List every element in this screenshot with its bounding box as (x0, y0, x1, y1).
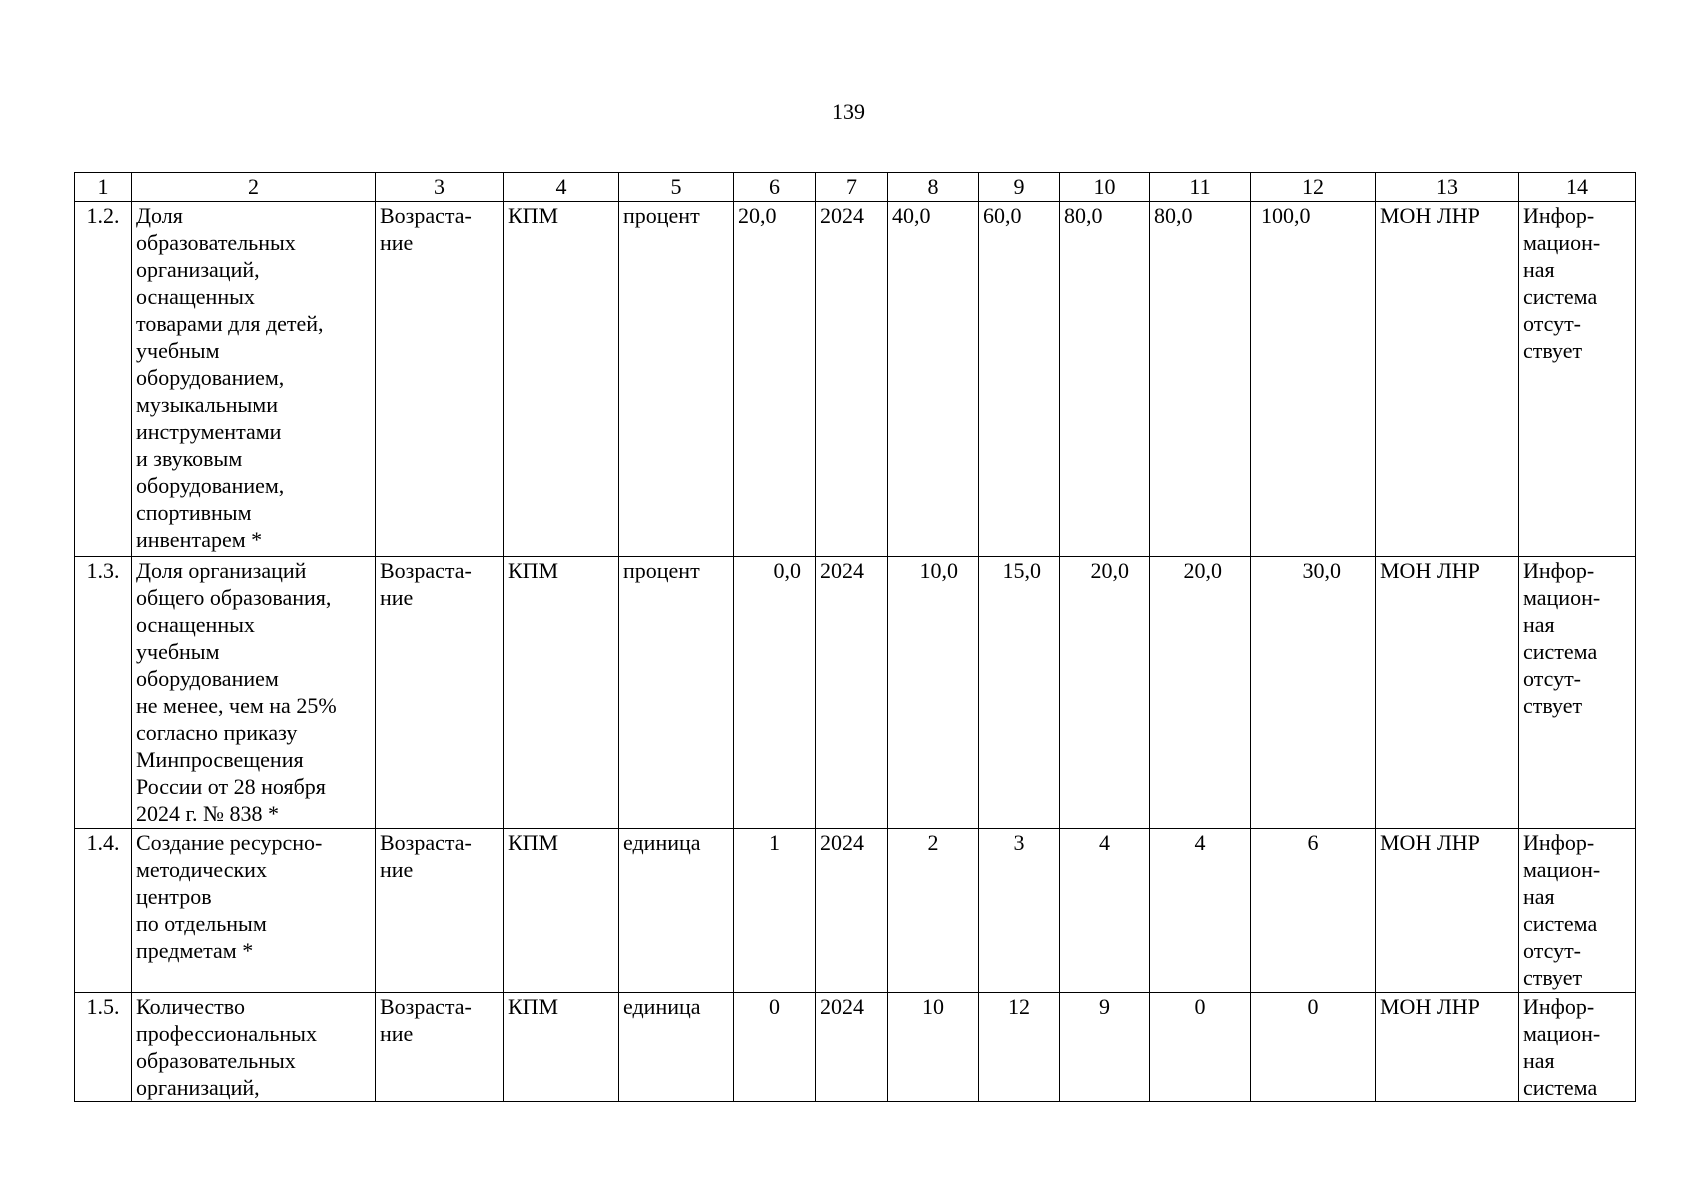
table-row (75, 557, 1636, 829)
table-row (75, 202, 1636, 557)
base-value: 20,0 (734, 202, 816, 557)
indicator-trend: Возраста- ние (376, 557, 504, 829)
value-col-8: 40,0 (888, 202, 979, 557)
indicator-level: КПМ (504, 202, 619, 557)
value-col-11: 20,0 (1150, 557, 1251, 829)
value-col-10: 9 (1060, 993, 1150, 1102)
info-system: Инфор- мацион- ная система (1519, 993, 1636, 1102)
base-value: 1 (734, 829, 816, 993)
value-col-8: 2 (888, 829, 979, 993)
column-numbers-row (75, 173, 1636, 202)
table-row (75, 829, 1636, 993)
indicator-trend: Возраста- ние (376, 202, 504, 557)
indicator-trend: Возраста- ние (376, 993, 504, 1102)
base-year: 2024 (816, 993, 888, 1102)
info-system: Инфор- мацион- ная система отсут- ствует (1519, 557, 1636, 829)
column-header: 3 (376, 173, 504, 202)
info-system: Инфор- мацион- ная система отсут- ствует (1519, 202, 1636, 557)
column-header: 13 (1376, 173, 1519, 202)
column-header: 8 (888, 173, 979, 202)
row-number: 1.5. (75, 993, 132, 1102)
responsible: МОН ЛНР (1376, 202, 1519, 557)
info-system: Инфор- мацион- ная система отсут- ствует (1519, 829, 1636, 993)
responsible: МОН ЛНР (1376, 829, 1519, 993)
value-col-8: 10 (888, 993, 979, 1102)
value-col-11: 0 (1150, 993, 1251, 1102)
value-col-12: 6 (1251, 829, 1376, 993)
indicator-name: Создание ресурсно- методических центров по отдельным предметам * (132, 829, 376, 993)
column-header: 14 (1519, 173, 1636, 202)
column-header: 10 (1060, 173, 1150, 202)
base-year: 2024 (816, 202, 888, 557)
value-col-9: 12 (979, 993, 1060, 1102)
value-col-11: 80,0 (1150, 202, 1251, 557)
unit: процент (619, 557, 734, 829)
column-header: 2 (132, 173, 376, 202)
indicator-level: КПМ (504, 829, 619, 993)
row-number: 1.2. (75, 202, 132, 557)
indicator-level: КПМ (504, 993, 619, 1102)
indicator-name: Доля образовательных организаций, оснащенных товарами для детей, учебным оборудованием, музыкальными инструментами и звуковым оборудованием, спортивным инвентарем * (132, 202, 376, 557)
column-header: 1 (75, 173, 132, 202)
table-row (75, 993, 1636, 1102)
column-header: 12 (1251, 173, 1376, 202)
value-col-10: 20,0 (1060, 557, 1150, 829)
value-col-9: 3 (979, 829, 1060, 993)
value-col-8: 10,0 (888, 557, 979, 829)
value-col-12: 100,0 (1251, 202, 1376, 557)
indicator-name: Количество профессиональных образовательных организаций, (132, 993, 376, 1102)
responsible: МОН ЛНР (1376, 993, 1519, 1102)
base-value: 0 (734, 993, 816, 1102)
indicator-trend: Возраста- ние (376, 829, 504, 993)
indicator-name: Доля организаций общего образования, оснащенных учебным оборудованием не менее, чем на 25% согласно приказу Минпросвещения России от 28 ноября 2024 г. № 838 * (132, 557, 376, 829)
value-col-9: 60,0 (979, 202, 1060, 557)
indicators-table (74, 172, 1636, 1102)
row-number: 1.4. (75, 829, 132, 993)
unit: процент (619, 202, 734, 557)
base-value: 0,0 (734, 557, 816, 829)
indicator-level: КПМ (504, 557, 619, 829)
responsible: МОН ЛНР (1376, 557, 1519, 829)
column-header: 5 (619, 173, 734, 202)
value-col-11: 4 (1150, 829, 1251, 993)
column-header: 4 (504, 173, 619, 202)
column-header: 7 (816, 173, 888, 202)
column-header: 11 (1150, 173, 1251, 202)
page-number: 139 (832, 99, 865, 124)
base-year: 2024 (816, 557, 888, 829)
unit: единица (619, 829, 734, 993)
value-col-10: 4 (1060, 829, 1150, 993)
value-col-10: 80,0 (1060, 202, 1150, 557)
base-year: 2024 (816, 829, 888, 993)
unit: единица (619, 993, 734, 1102)
value-col-12: 30,0 (1251, 557, 1376, 829)
column-header: 9 (979, 173, 1060, 202)
column-header: 6 (734, 173, 816, 202)
row-number: 1.3. (75, 557, 132, 829)
value-col-9: 15,0 (979, 557, 1060, 829)
value-col-12: 0 (1251, 993, 1376, 1102)
